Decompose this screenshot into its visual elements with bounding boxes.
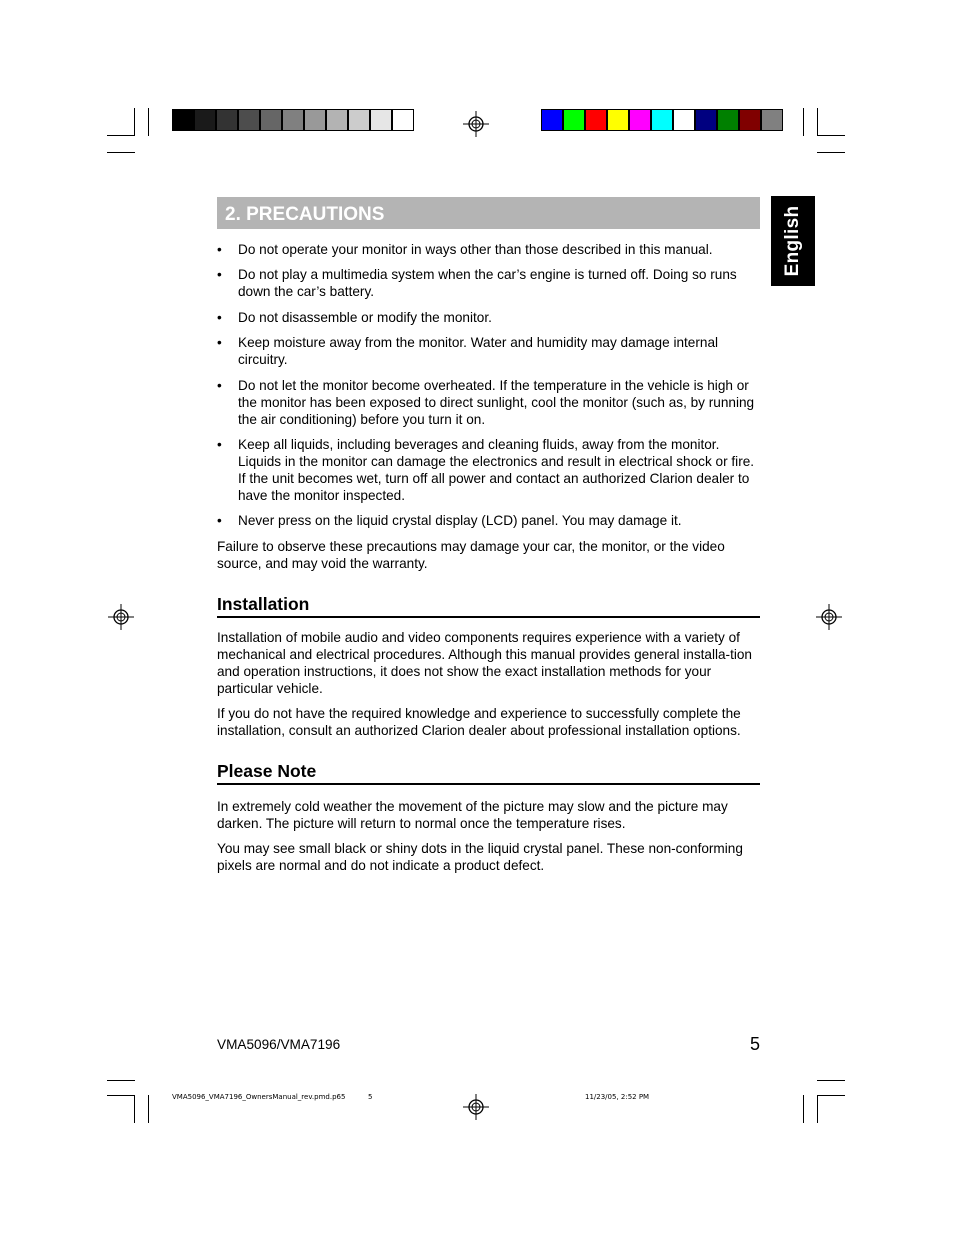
- list-item: • Do not play a multimedia system when the car’s engine is turned off. Doing so runs down the car’s battery.: [217, 267, 737, 300]
- precautions-closing-paragraph: Failure to observe these precautions may damage your car, the monitor, or the video source, and may void the warranty.: [217, 539, 725, 571]
- list-item: • Do not operate your monitor in ways other than those described in this manual.: [217, 242, 713, 257]
- color-swatch: [651, 109, 673, 131]
- color-swatch: [563, 109, 585, 131]
- registration-mark-icon: [108, 604, 134, 630]
- section-title: 2. PRECAUTIONS: [225, 204, 385, 225]
- list-item: • Keep all liquids, including beverages and cleaning fluids, away from the monitor. Liquids in the monitor can damage the electronics and result in electrical shock or fire. If the unit becomes wet, turn off all power and contact an authorized Clarion dealer to have the monitor inspected.: [217, 436, 755, 503]
- bullet-icon: •: [217, 436, 222, 452]
- gray-swatch: [216, 109, 238, 131]
- gray-swatch: [370, 109, 392, 131]
- color-swatch: [673, 109, 695, 131]
- gray-swatch: [304, 109, 326, 131]
- slug-date: 11/23/05, 2:52 PM: [585, 1093, 650, 1101]
- color-swatch: [585, 109, 607, 131]
- bullet-icon: •: [217, 513, 222, 529]
- gray-swatch: [326, 109, 348, 131]
- section-header-bar: [217, 197, 760, 229]
- gray-swatch: [260, 109, 282, 131]
- registration-mark-icon: [463, 1094, 489, 1120]
- bullet-icon: •: [217, 267, 222, 283]
- bullet-icon: •: [217, 309, 222, 325]
- bullet-icon: •: [217, 335, 222, 351]
- color-swatch: [761, 109, 783, 131]
- installation-paragraph-2: If you do not have the required knowledge and experience to successfully complete the installation, consult an authorized Clarion dealer about professional installation options.: [217, 706, 741, 738]
- installation-paragraph-1: Installation of mobile audio and video components requires experience with a variety of mechanical and electrical procedures. Although this manual provides general installa-tion and operation instructions, it does not show the exact installation methods for your particular vehicle.: [217, 630, 752, 696]
- color-swatch: [607, 109, 629, 131]
- list-item: • Keep moisture away from the monitor. Water and humidity may damage internal circuitry.: [217, 335, 719, 368]
- please-note-heading: Please Note: [217, 761, 760, 785]
- registration-mark-icon: [816, 604, 842, 630]
- registration-mark-icon: [463, 111, 489, 137]
- list-item: • Do not let the monitor become overheated. If the temperature in the vehicle is high or the monitor has been exposed to direct sunlight, cool the monitor (such as, by running the air conditioning) before you turn it on.: [217, 377, 755, 427]
- installation-heading: Installation: [217, 594, 760, 618]
- color-swatch: [695, 109, 717, 131]
- please-note-paragraph-1: In extremely cold weather the movement of the picture may slow and the picture may darken. The picture will return to normal once the temperature rises.: [217, 799, 728, 831]
- list-item: • Do not disassemble or modify the monitor.: [217, 309, 492, 325]
- list-item: • Never press on the liquid crystal display (LCD) panel. You may damage it.: [217, 513, 682, 529]
- language-tab-label: English: [782, 205, 803, 277]
- slug-filename: VMA5096_VMA7196_OwnersManual_rev.pmd.p65: [172, 1093, 346, 1101]
- color-swatch: [717, 109, 739, 131]
- color-swatch: [541, 109, 563, 131]
- gray-swatch: [282, 109, 304, 131]
- bullet-icon: •: [217, 242, 222, 257]
- color-swatch: [629, 109, 651, 131]
- gray-swatch: [194, 109, 216, 131]
- slug-page: 5: [368, 1093, 373, 1101]
- language-tab: [771, 196, 815, 286]
- page-number: 5: [749, 1034, 760, 1054]
- please-note-paragraph-2: You may see small black or shiny dots in the liquid crystal panel. These non-conforming pixels are normal and do not indicate a product defect.: [217, 841, 743, 873]
- precautions-list: [217, 241, 765, 538]
- gray-swatch: [348, 109, 370, 131]
- gray-swatch: [172, 109, 194, 131]
- gray-swatch: [392, 109, 414, 131]
- bullet-icon: •: [217, 377, 222, 393]
- gray-swatch: [238, 109, 260, 131]
- model-number: VMA5096/VMA7196: [217, 1037, 341, 1052]
- color-swatch: [739, 109, 761, 131]
